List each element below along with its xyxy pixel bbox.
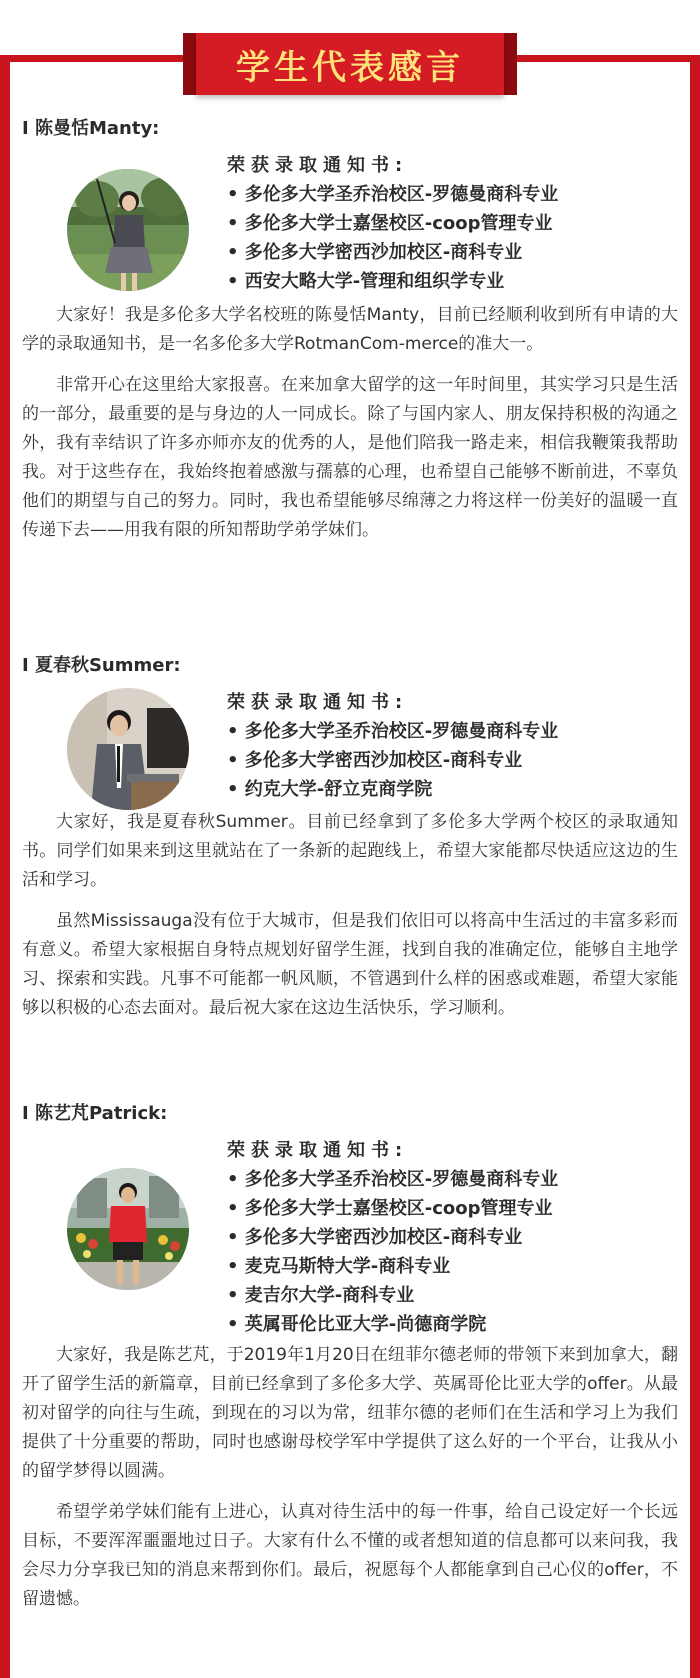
offer-list: [227, 1165, 558, 1339]
golf-player-photo-icon: [67, 169, 189, 291]
offer-item: • 麦克马斯特大学-商科专业: [227, 1256, 451, 1277]
testimonial-paragraph: 大家好，我是夏春秋Summer。目前已经拿到了多伦多大学两个校区的录取通知书。同学们如果来到这里就站在了一条新的起跑线上，希望大家能都尽快适应这边的生活和学习。: [22, 812, 678, 890]
offer-row: [22, 688, 678, 808]
frame-top-left-border: [0, 55, 200, 62]
student-section-patrick: [22, 1100, 678, 1614]
offer-title: 荣获录取通知书:: [227, 692, 409, 713]
avatar: [67, 688, 189, 810]
desk-laptop-photo-icon: [67, 688, 189, 810]
offer-item: • 多伦多大学圣乔治校区-罗德曼商科专业: [227, 1169, 559, 1190]
avatar: [67, 169, 189, 291]
testimonial-paragraph: 大家好，我是陈艺芃，于2019年1月20日在纽菲尔德老师的带领下来到加拿大，翻开了留学生活的新篇章，目前已经拿到了多伦多大学、英属哥伦比亚大学的offer。从最初对留学的向往与生疏，到现在的习以为常，纽菲尔德的老师们在生活和学习上为我们提供了十分重要的帮助，同时也感谢母校学军中学提供了这么好的一个平台，让我从小的留学梦得以圆满。: [22, 1345, 678, 1481]
student-heading: I 陈曼恬Manty:: [22, 118, 160, 139]
testimonial-paragraph: 希望学弟学妹们能有上进心，认真对待生活中的每一件事，给自己设定好一个长远目标，不要浑浑噩噩地过日子。大家有什么不懂的或者想知道的信息都可以来问我，我会尽力分享我已知的消息来帮到你们。最后，祝愿每个人都能拿到自己心仪的offer，不留遗憾。: [22, 1502, 678, 1609]
offer-item: • 麦吉尔大学-商科专业: [227, 1285, 415, 1306]
offer-title: 荣获录取通知书:: [227, 155, 409, 176]
offer-item: • 英属哥伦比亚大学-尚德商学院: [227, 1314, 487, 1335]
page-title: 学生代表感言: [236, 47, 464, 88]
offer-item: • 多伦多大学士嘉堡校区-coop管理专业: [227, 213, 553, 234]
offer-item: • 西安大略大学-管理和组织学专业: [227, 271, 505, 292]
garden-red-shirt-photo-icon: [67, 1168, 189, 1290]
student-section-manty: [22, 115, 678, 545]
student-heading: I 陈艺芃Patrick:: [22, 1103, 168, 1124]
frame-right-border: [690, 55, 700, 1678]
testimonial-paragraph: 非常开心在这里给大家报喜。在来加拿大留学的这一年时间里，其实学习只是生活的一部分，最重要的是与身边的人一同成长。除了与国内家人、朋友保持积极的沟通之外，我有幸结识了许多亦师亦友的优秀的人，是他们陪我一路走来，相信我鞭策我帮助我。对于这些存在，我始终抱着感激与孺慕的心理，也希望自己能够不断前进，不辜负他们的期望与自己的努力。同时，我也希望能够尽绵薄之力将这样一份美好的温暖一直传递下去——用我有限的所知帮助学弟学妹们。: [22, 375, 678, 540]
offer-item: • 多伦多大学圣乔治校区-罗德曼商科专业: [227, 184, 559, 205]
title-banner: [196, 33, 504, 95]
student-section-summer: [22, 652, 678, 1023]
offer-box: [227, 1136, 558, 1339]
frame-top-right-border: [500, 55, 700, 62]
offer-item: • 多伦多大学密西沙加校区-商科专业: [227, 242, 523, 263]
testimonial-paragraph: 大家好！我是多伦多大学名校班的陈曼恬Manty，目前已经顺利收到所有申请的大学的录取通知书，是一名多伦多大学RotmanCom-merce的准大一。: [22, 305, 678, 354]
offer-item: • 多伦多大学密西沙加校区-商科专业: [227, 750, 523, 771]
avatar: [67, 1168, 189, 1290]
offer-item: • 多伦多大学士嘉堡校区-coop管理专业: [227, 1198, 553, 1219]
offer-item: • 多伦多大学密西沙加校区-商科专业: [227, 1227, 523, 1248]
frame-left-border: [0, 55, 10, 1678]
offer-list: [227, 180, 558, 296]
offer-box: [227, 688, 558, 804]
offer-list: [227, 717, 558, 804]
offer-title: 荣获录取通知书:: [227, 1140, 409, 1161]
testimonial-paragraph: 虽然Mississauga没有位于大城市，但是我们依旧可以将高中生活过的丰富多彩而有意义。希望大家根据自身特点规划好留学生涯，找到自我的准确定位，能够自主地学习、探索和实践。凡事不可能都一帆风顺，不管遇到什么样的困惑或难题，希望大家能够以积极的心态去面对。最后祝大家在这边生活快乐，学习顺利。: [22, 911, 678, 1018]
offer-item: • 约克大学-舒立克商学院: [227, 779, 433, 800]
offer-row: [22, 1136, 678, 1341]
offer-row: [22, 151, 678, 301]
offer-box: [227, 151, 558, 296]
student-heading: I 夏春秋Summer:: [22, 655, 181, 676]
offer-item: • 多伦多大学圣乔治校区-罗德曼商科专业: [227, 721, 559, 742]
